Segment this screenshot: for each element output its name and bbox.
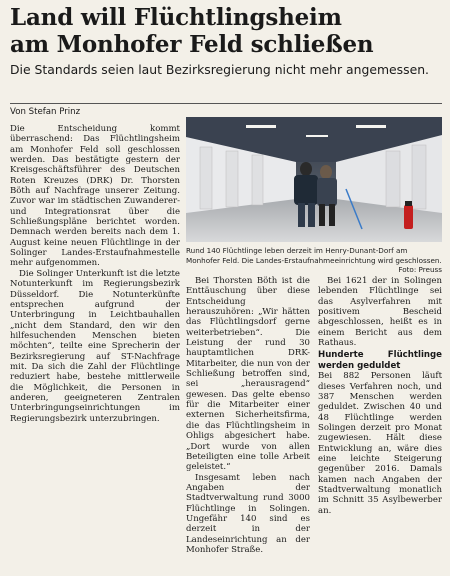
photo-credit: Foto: Preuss	[398, 265, 442, 275]
paragraph: Bei 882 Personen läuft dieses Verfahren noch, und 387 Menschen werden geduldet. Zwischen 40 und 48 Flüchtlinge werden Solingen derzeit pro Monat zugewiesen. Hält diese Entwicklung an, wäre dies eine leichte Steigerung gegenüber 2016. Damals kamen nach Angaben der Stadtverwaltung monatlich im Schnitt 35 Asylbewerber an.	[318, 371, 442, 516]
paragraph: Insgesamt leben nach Angaben der Stadtverwaltung rund 3000 Flüchtlinge in Solingen. Ungefähr 140 sind es derzeit in der Landeseinrichtung an der Monhofer Straße.	[186, 472, 310, 555]
article-column-3	[318, 276, 442, 516]
section-subhead: Hunderte Flüchtlinge werden geduldet	[318, 350, 442, 371]
headline	[10, 4, 442, 58]
byline-divider	[10, 103, 442, 104]
paragraph: Die Solinger Unterkunft ist die letzte Notunterkunft im Regierungsbezirk Düsseldorf. Die Notunterkünfte entsprechen aufgrund der Unterbringung in Leichtbauhallen „nicht dem Standard, den wir den hilfesuchenden Menschen bieten möchten“, teilte eine Sprecherin der Bezirksregierung auf ST-Nachfrage mit. Da sich die Zahl der Flüchtlinge reduziert habe, bestehe mittlerweile die Möglichkeit, die Personen in anderen, geeigneteren Zentralen Unterbringungseinrichtungen im Regierungsbezirk unterzubringen.	[10, 268, 180, 424]
paragraph: Bei 1621 der in Solingen lebenden Flüchtlinge sei das Asylverfahren mit positivem Bescheid abgeschlossen, heißt es in einem Bericht aus dem Rathaus.	[318, 276, 442, 349]
photo-image	[186, 117, 442, 242]
byline: Von Stefan Prinz	[10, 107, 81, 117]
headline-line-1: Land will Flüchtlingsheim	[10, 4, 342, 31]
paragraph: Bei Thorsten Böth ist die Enttäuschung über diese Entscheidung herauszuhören: „Wir hätten das Flüchtlingsdorf gerne weiterbetrieben“. Die Leistung der rund 30 hauptamtlichen DRK-Mitarbeiter, die nun von der Schließung betroffen sind, sei „herausragend“ gewesen. Das gelte ebenso für die Mitarbeiter einer externen Sicherheitsfirma, die das Flüchtlingsheim in Ohligs abgesichert habe. „Dort wurde von allen Beteiligten eine tolle Arbeit geleistet.“	[186, 276, 310, 473]
article-column-1	[10, 124, 180, 424]
subheadline: Die Standards seien laut Bezirksregierung nicht mehr angemessen.	[10, 62, 429, 77]
photo-caption	[186, 246, 442, 275]
caption-text: Rund 140 Flüchtlinge leben derzeit im Henry-Dunant-Dorf am Monhofer Feld. Die Landes-Erstaufnahmeeinrichtung wird geschlossen.	[186, 246, 442, 265]
headline-line-2: am Monhofer Feld schließen	[10, 31, 374, 58]
article-column-2	[186, 276, 310, 555]
paragraph: Die Entscheidung kommt überraschend: Das Flüchtlingsheim am Monhofer Feld soll geschlossen werden. Das bestätigte gestern der Kreisgeschäftsführer des Deutschen Roten Kreuzes (DRK) Dr. Thorsten Böth auf Nachfrage unserer Zeitung. Zuvor war im städtischen Zuwanderer- und Integrationsrat über die Schließungspläne berichtet worden. Demnach werden bereits nach dem 1. August keine neuen Flüchtlinge in der Solinger Landes-Erstaufnahmestelle mehr aufgenommen.	[10, 124, 180, 269]
photo-refugee-hall	[186, 117, 442, 242]
